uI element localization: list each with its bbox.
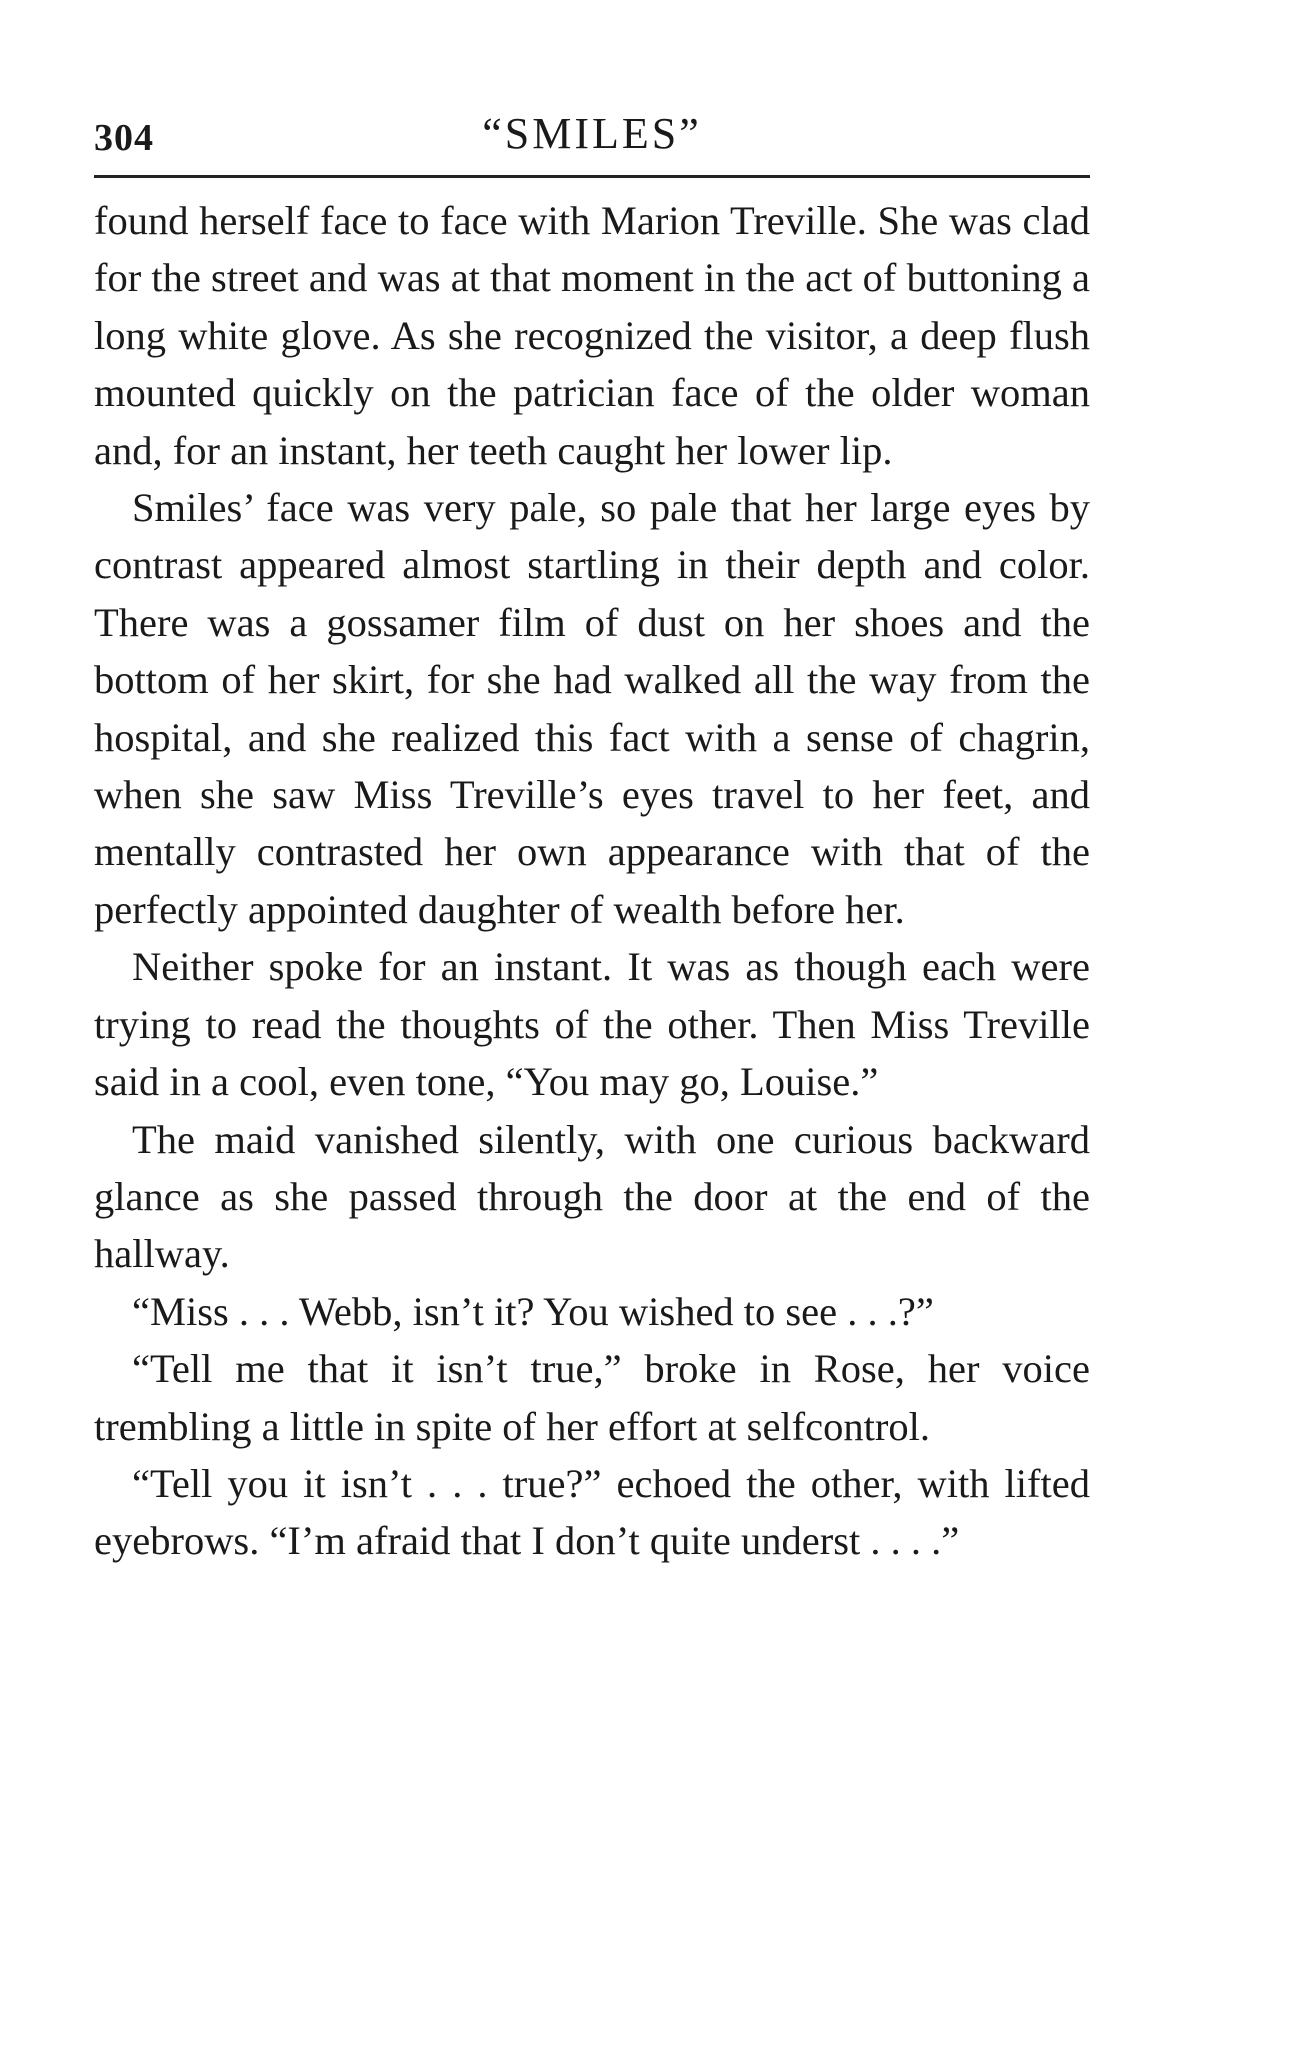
paragraph: The maid vanished silently, with one curious backward glance as she passed through the door at the end of the hallway. bbox=[94, 1116, 1090, 1277]
body-text bbox=[94, 192, 1090, 1570]
running-title: “SMILES” bbox=[482, 109, 702, 158]
dialogue-paragraph: “Miss . . . Webb, isn’t it? You wished to see . . .?” bbox=[132, 1288, 934, 1334]
page-header bbox=[94, 108, 1090, 178]
paragraph-continuation: found herself face to face with Marion Treville. She was clad for the street and was at that moment in the act of buttoning a long white glove. As she recognized the visitor, a deep flush mounted quickly on the patrician face of the older woman and, for an instant, her teeth caught her lower lip. bbox=[94, 198, 1090, 473]
paragraph: Neither spoke for an instant. It was as though each were trying to read the thoughts of the other. Then Miss Treville said in a cool, even tone, “You may go, Louise.” bbox=[94, 944, 1090, 1105]
paragraph: Smiles’ face was very pale, so pale that her large eyes by contrast appeared almost startling in their depth and color. There was a gossamer film of dust on her shoes and the bottom of her skirt, for she had walked all the way from the hospital, and she realized this fact with a sense of chagrin, when she saw Miss Treville’s eyes travel to her feet, and mentally contrasted her own appearance with that of the perfectly appointed daughter of wealth before her. bbox=[94, 485, 1090, 932]
dialogue-paragraph: “Tell me that it isn’t true,” broke in Rose, her voice trembling a little in spite of her effort at selfcontrol. bbox=[94, 1346, 1090, 1449]
page-number: 304 bbox=[94, 117, 154, 159]
dialogue-paragraph: “Tell you it isn’t . . . true?” echoed the other, with lifted eyebrows. “I’m afraid that I don’t quite underst . . . .” bbox=[94, 1460, 1090, 1564]
